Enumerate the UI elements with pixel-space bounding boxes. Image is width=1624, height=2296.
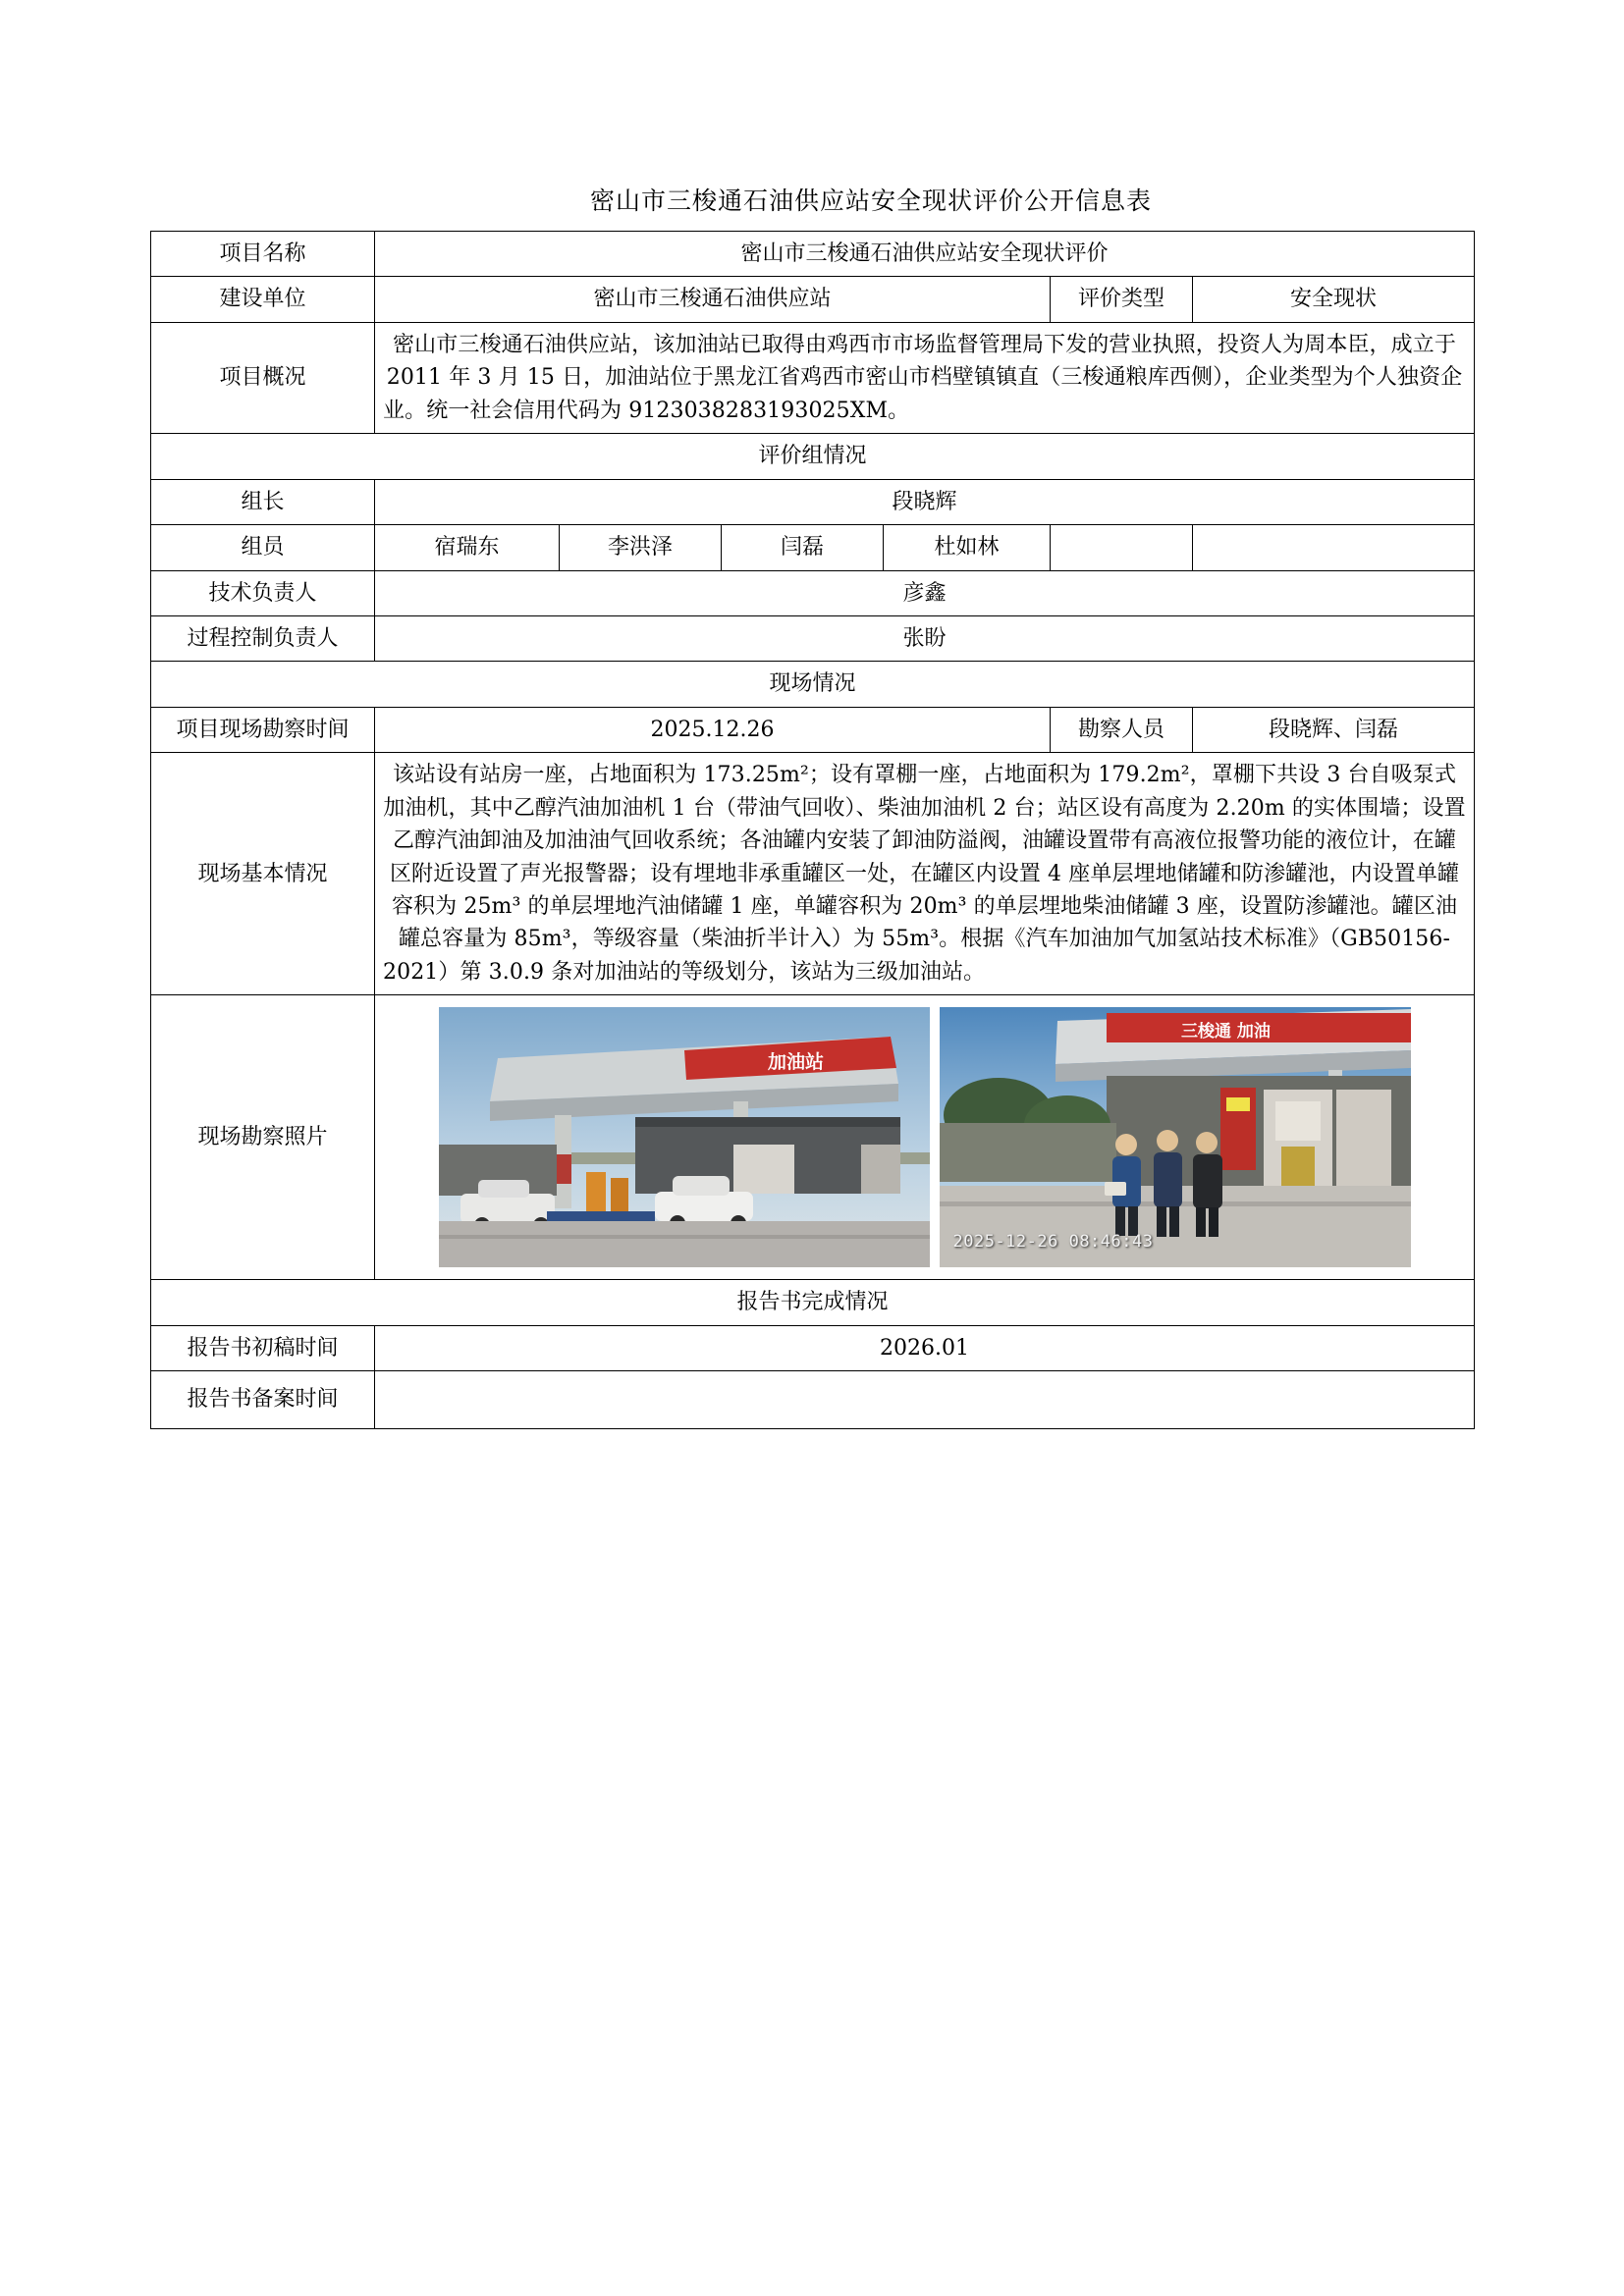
site-photo-team-image [940,1007,1411,1267]
site-photo-canopy [439,1007,930,1267]
table-row-report-section [151,1280,1475,1325]
site-basic-label: 现场基本情况 [151,753,375,995]
photos-cell [375,995,1475,1280]
leader-label: 组长 [151,479,375,524]
evaluation-type-label: 评价类型 [1051,277,1193,322]
table-row-project-overview [151,322,1475,433]
tech-lead-value: 彦鑫 [375,570,1475,615]
report-section-header: 报告书完成情况 [151,1280,1475,1325]
process-control-value: 张盼 [375,615,1475,661]
site-photo-canopy-image [439,1007,930,1267]
site-basic-value: 该站设有站房一座，占地面积为 173.25m²；设有罩棚一座，占地面积为 179.2m²，罩棚下共设 3 台自吸泵式加油机，其中乙醇汽油加油机 1 台（带油气回收）、柴油加油机 2 台；站区设有高度为 2.20m 的实体围墙；设置乙醇汽油卸油及加油油气回收系统；各油罐内安装了卸油防溢阀，油罐设置带有高液位报警功能的液位计，在罐区附近设置了声光报警器；设有埋地非承重罐区一处，在罐区内设置 4 座单层埋地储罐和防渗罐池，内设置单罐容积为 25m³ 的单层埋地汽油储罐 1 座，单罐容积为 20m³ 的单层埋地柴油储罐 3 座，设置防渗罐池。罐区油罐总容量为 85m³，等级容量（柴油折半计入）为 55m³。根据《汽车加油加气加氢站技术标准》（GB50156-2021）第 3.0.9 条对加油站的等级划分，该站为三级加油站。 [375,753,1475,995]
table-row-leader [151,479,1475,524]
photos-label: 现场勘察照片 [151,995,375,1280]
draft-time-label: 报告书初稿时间 [151,1325,375,1370]
member-cell [1193,525,1475,570]
table-row-draft-time [151,1325,1475,1370]
canopy-sign-text-2: 三梭通 加油 [1180,1022,1271,1042]
site-photo-team [940,1007,1411,1267]
table-row-team-section [151,434,1475,479]
construction-unit-label: 建设单位 [151,277,375,322]
table-row-construction-unit [151,277,1475,322]
surveyor-value: 段晓辉、闫磊 [1193,707,1475,752]
surveyor-label: 勘察人员 [1051,707,1193,752]
member-cell: 杜如林 [884,525,1051,570]
project-overview-label: 项目概况 [151,322,375,433]
survey-time-value: 2025.12.26 [375,707,1051,752]
project-name-label: 项目名称 [151,232,375,277]
tech-lead-label: 技术负责人 [151,570,375,615]
table-row-members [151,525,1475,570]
table-row-site-section [151,662,1475,707]
table-row-filing-time [151,1371,1475,1429]
photo-gallery [383,1001,1466,1273]
site-section-header: 现场情况 [151,662,1475,707]
table-row-process-control [151,615,1475,661]
table-row-project-name [151,232,1475,277]
leader-value: 段晓辉 [375,479,1475,524]
public-information-table [150,231,1475,1429]
table-row-photos [151,995,1475,1280]
member-cell: 李洪泽 [560,525,722,570]
project-overview-value: 密山市三梭通石油供应站，该加油站已取得由鸡西市市场监督管理局下发的营业执照，投资人为周本臣，成立于 2011 年 3 月 15 日，加油站位于黑龙江省鸡西市密山市档壁镇镇直（三梭通粮库西侧），企业类型为个人独资企业。统一社会信用代码为 9123038283193025XM。 [375,322,1475,433]
members-label: 组员 [151,525,375,570]
survey-time-label: 项目现场勘察时间 [151,707,375,752]
evaluation-type-value: 安全现状 [1193,277,1475,322]
table-row-survey-time [151,707,1475,752]
photo-timestamp: 2025-12-26 08:46:43 [952,1232,1154,1253]
filing-time-label: 报告书备案时间 [151,1371,375,1429]
process-control-label: 过程控制负责人 [151,615,375,661]
construction-unit-value: 密山市三梭通石油供应站 [375,277,1051,322]
filing-time-value [375,1371,1475,1429]
member-cell [1051,525,1193,570]
draft-time-value: 2026.01 [375,1325,1475,1370]
table-row-site-basic [151,753,1475,995]
project-name-value: 密山市三梭通石油供应站安全现状评价 [375,232,1475,277]
member-cell: 宿瑞东 [375,525,560,570]
member-cell: 闫磊 [722,525,884,570]
canopy-sign-text: 加油站 [767,1051,824,1074]
table-row-tech-lead [151,570,1475,615]
team-section-header: 评价组情况 [151,434,1475,479]
page-title: 密山市三梭通石油供应站安全现状评价公开信息表 [589,187,1152,215]
